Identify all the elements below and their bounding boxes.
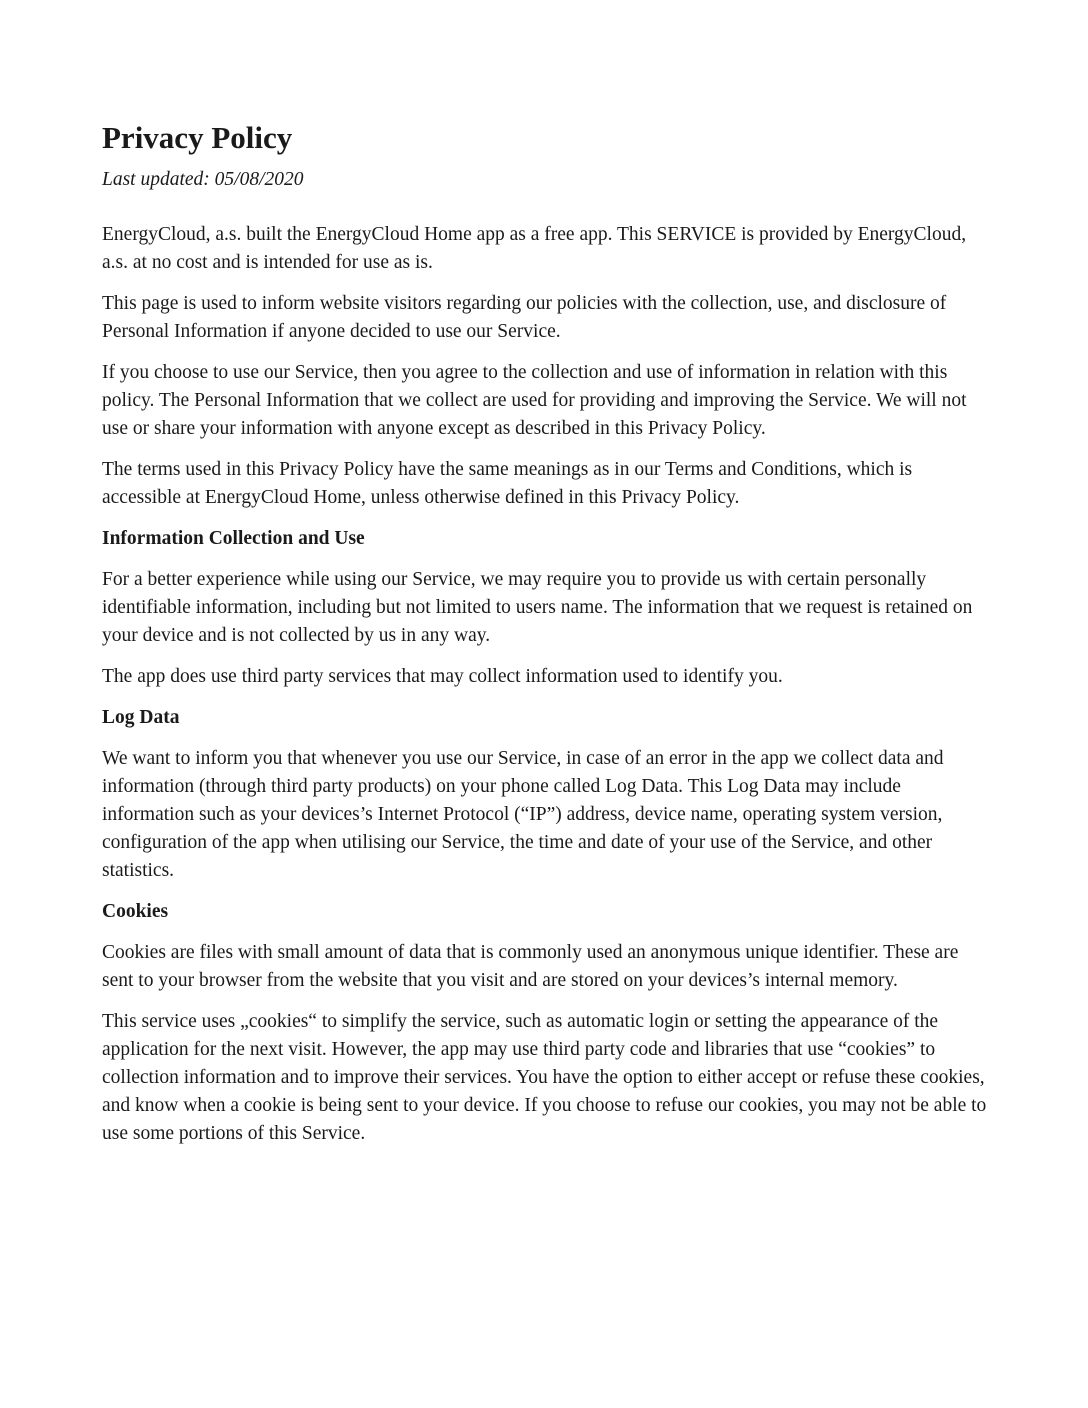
section-heading: Information Collection and Use [102,528,365,549]
intro-paragraph-2: This page is used to inform website visitors regarding our policies with the collection, use, and disclosure of Personal Information if anyone decided to use our Service. [102,293,947,342]
section-information-collection [102,525,992,691]
intro-paragraph-4: The terms used in this Privacy Policy have the same meanings as in our Terms and Conditions, which is accessible at EnergyCloud Home, unless otherwise defined in this Privacy Policy. [102,459,913,508]
page-title: Privacy Policy [102,120,293,155]
intro-paragraph-3: If you choose to use our Service, then you agree to the collection and use of information in relation with this policy. The Personal Information that we collect are used for providing and improving the Service. We will not use or share your information with anyone except as described in this Privacy Policy. [102,362,967,439]
last-updated-date: Last updated: 05/08/2020 [102,169,304,190]
section-log-data [102,704,992,885]
section-paragraph: We want to inform you that whenever you use our Service, in case of an error in the app we collect data and information (through third party products) on your phone called Log Data. This Log Data may include information such as your devices’s Internet Protocol (“IP”) address, device name, operating system version, configuration of the app when utilising our Service, the time and date of your use of the Service, and other statistics. [102,748,944,881]
section-paragraph: This service uses „cookies“ to simplify the service, such as automatic login or setting the appearance of the application for the next visit. However, the app may use third party code and libraries that use “cookies” to collection information and to improve their services. You have the option to either accept or refuse these cookies, and know when a cookie is being sent to your device. If you choose to refuse our cookies, you may not be able to use some portions of this Service. [102,1011,987,1144]
document-page [102,118,992,1148]
section-paragraph: Cookies are files with small amount of data that is commonly used an anonymous unique identifier. These are sent to your browser from the website that you visit and are stored on your devices’s internal memory. [102,942,959,991]
section-paragraph: For a better experience while using our Service, we may require you to provide us with certain personally identifiable information, including but not limited to users name. The information that we request is retained on your device and is not collected by us in any way. [102,569,973,646]
section-heading: Cookies [102,901,169,922]
section-cookies [102,898,992,1148]
section-paragraph: The app does use third party services that may collect information used to identify you. [102,666,783,687]
intro-paragraph-1: EnergyCloud, a.s. built the EnergyCloud Home app as a free app. This SERVICE is provided by EnergyCloud, a.s. at no cost and is intended for use as is. [102,224,967,273]
section-heading: Log Data [102,707,180,728]
